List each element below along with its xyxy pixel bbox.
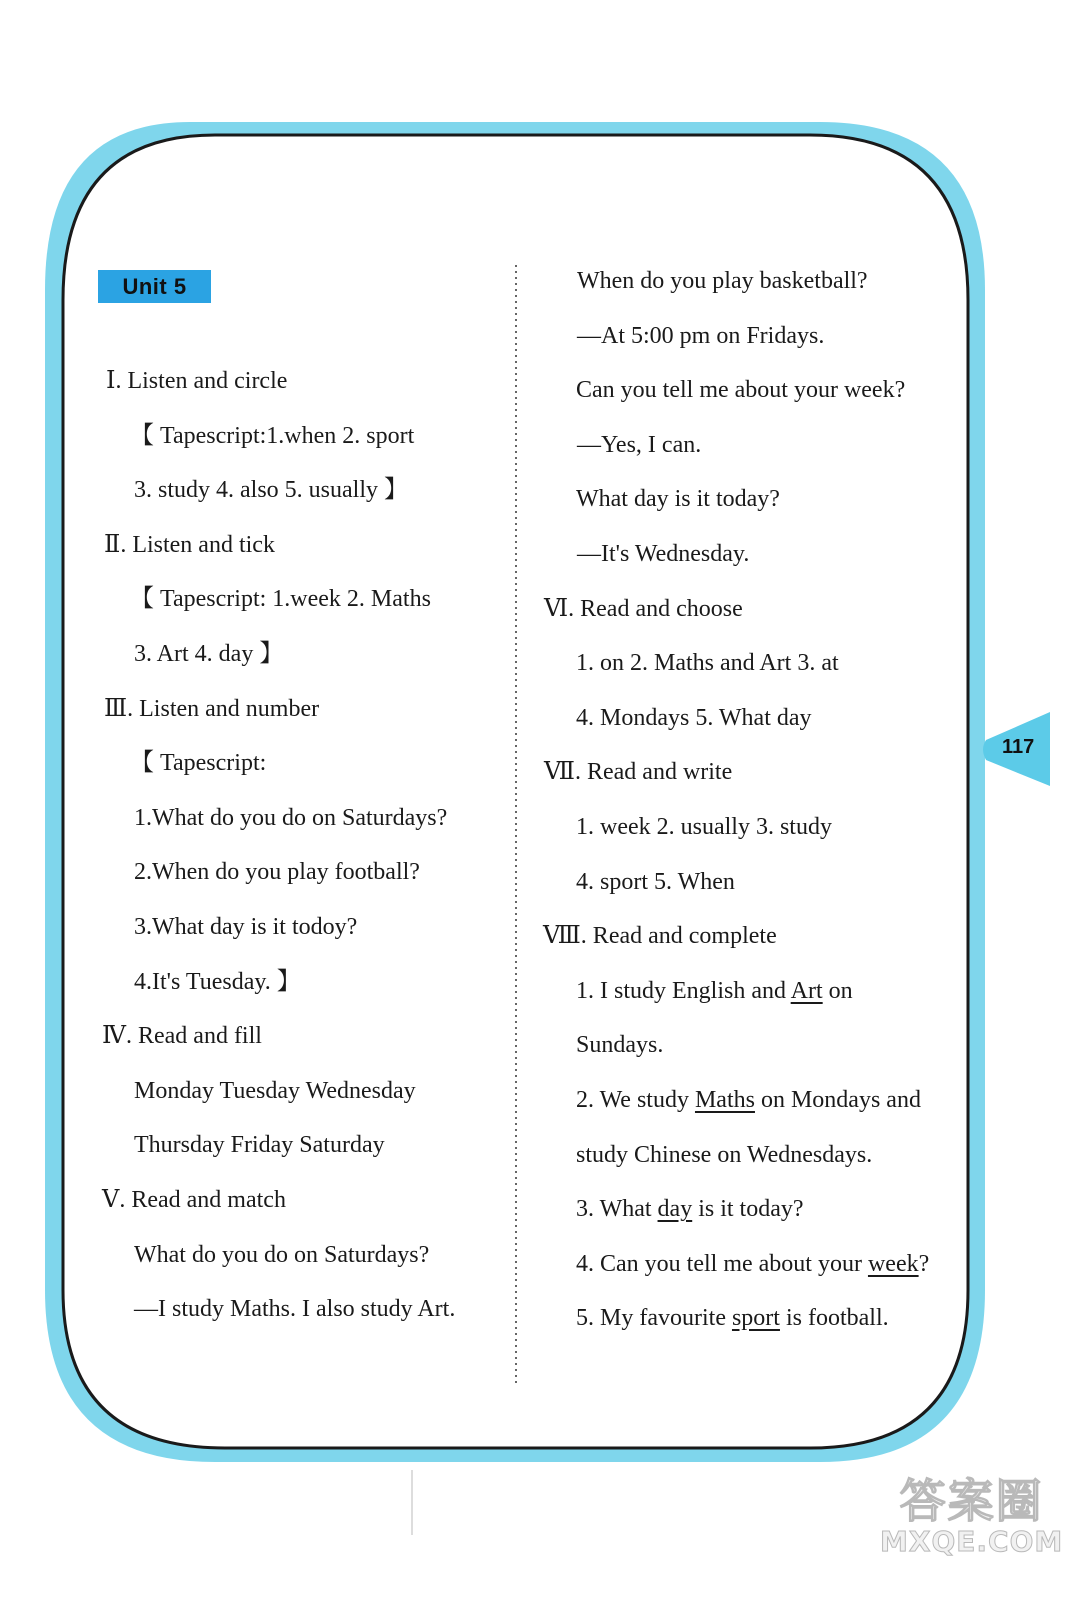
right-answer-line: What day is it today? — [576, 486, 780, 513]
filled-blank: sport — [731, 1305, 780, 1332]
right-answer-line: 1. on 2. Maths and Art 3. at — [576, 650, 839, 677]
left-answer-line: 【 Tapescript:1.when 2. sport — [130, 422, 415, 449]
right-answer-line: Can you tell me about your week? — [576, 377, 906, 404]
right-answer-line: 4. Mondays 5. What day — [576, 704, 812, 731]
complete-answer-text: is it today? — [692, 1196, 804, 1223]
left-answer-line: Ⅰ. Listen and circle — [106, 368, 288, 394]
right-answer-line: —At 5:00 pm on Fridays. — [577, 322, 825, 349]
page-number: 117 — [1002, 736, 1035, 758]
right-answer-line: Ⅷ. Read and complete — [543, 923, 777, 950]
watermark-text-top: 答案圈 — [899, 1474, 1044, 1528]
right-answer-line: —Yes, I can. — [577, 431, 702, 458]
left-answer-line: What do you do on Saturdays? — [134, 1241, 430, 1268]
left-answer-line: 【 Tapescript: 1.week 2. Maths — [130, 586, 431, 613]
complete-answer-line — [576, 1140, 872, 1170]
left-answer-line: Monday Tuesday Wednesday — [134, 1077, 416, 1104]
complete-answer-line — [576, 1249, 929, 1279]
right-answer-line: Ⅵ. Read and choose — [544, 595, 743, 622]
watermark-text-bottom: MXQE.COM — [880, 1525, 1064, 1558]
complete-answer-text: Sundays. — [576, 1032, 664, 1059]
complete-answer-text: 2. We study — [576, 1087, 695, 1113]
left-answer-line: —I study Maths. I also study Art. — [134, 1296, 456, 1323]
left-answer-line: 【 Tapescript: — [130, 750, 267, 777]
complete-answer-text: study Chinese on Wednesdays. — [576, 1141, 873, 1168]
complete-answer-text: on — [822, 977, 853, 1004]
left-answer-line: 3. Art 4. day 】 — [134, 641, 284, 667]
complete-answer-line — [576, 1030, 663, 1060]
complete-answer-line — [576, 976, 853, 1006]
watermark-logo — [880, 1474, 1064, 1558]
unit-title-badge: Unit 5 — [98, 270, 211, 303]
left-answer-line: Ⅳ. Read and fill — [102, 1023, 262, 1050]
complete-answer-text: 1. I study English and — [576, 977, 791, 1004]
complete-answer-text: is football. — [779, 1305, 889, 1332]
filled-blank: week — [867, 1250, 919, 1277]
left-answer-line: 1.What do you do on Saturdays? — [134, 804, 448, 831]
complete-answer-text: 5. My favourite — [576, 1305, 732, 1332]
left-answer-line: 2.When do you play football? — [134, 859, 420, 886]
filled-blank: Art — [790, 977, 823, 1004]
left-answer-line: 3. study 4. also 5. usually 】 — [134, 477, 408, 504]
right-answer-line: 4. sport 5. When — [576, 868, 735, 895]
complete-answer-text: on Mondays and — [754, 1087, 921, 1113]
left-answer-line: Ⅱ. Listen and tick — [104, 531, 275, 558]
right-answer-line: When do you play basketball? — [577, 268, 868, 294]
right-answer-line: —It's Wednesday. — [577, 541, 750, 567]
complete-answer-line — [576, 1303, 889, 1333]
right-answer-line: Ⅶ. Read and write — [544, 759, 733, 786]
left-answer-line: Ⅴ. Read and match — [102, 1187, 286, 1213]
complete-answer-line — [576, 1085, 921, 1115]
left-answer-line: 4.It's Tuesday. 】 — [134, 968, 301, 995]
left-answer-line: Ⅲ. Listen and number — [104, 695, 320, 722]
left-answer-line: 3.What day is it todoy? — [134, 914, 358, 940]
complete-answer-text: ? — [918, 1250, 930, 1277]
right-answer-line: 1. week 2. usually 3. study — [576, 814, 832, 840]
filled-blank: Maths — [694, 1087, 755, 1113]
complete-answer-line — [576, 1194, 804, 1224]
filled-blank: day — [657, 1196, 693, 1223]
left-answer-line: Thursday Friday Saturday — [134, 1132, 385, 1159]
complete-answer-text: 4. Can you tell me about your — [576, 1250, 868, 1277]
complete-answer-text: 3. What — [576, 1196, 658, 1223]
